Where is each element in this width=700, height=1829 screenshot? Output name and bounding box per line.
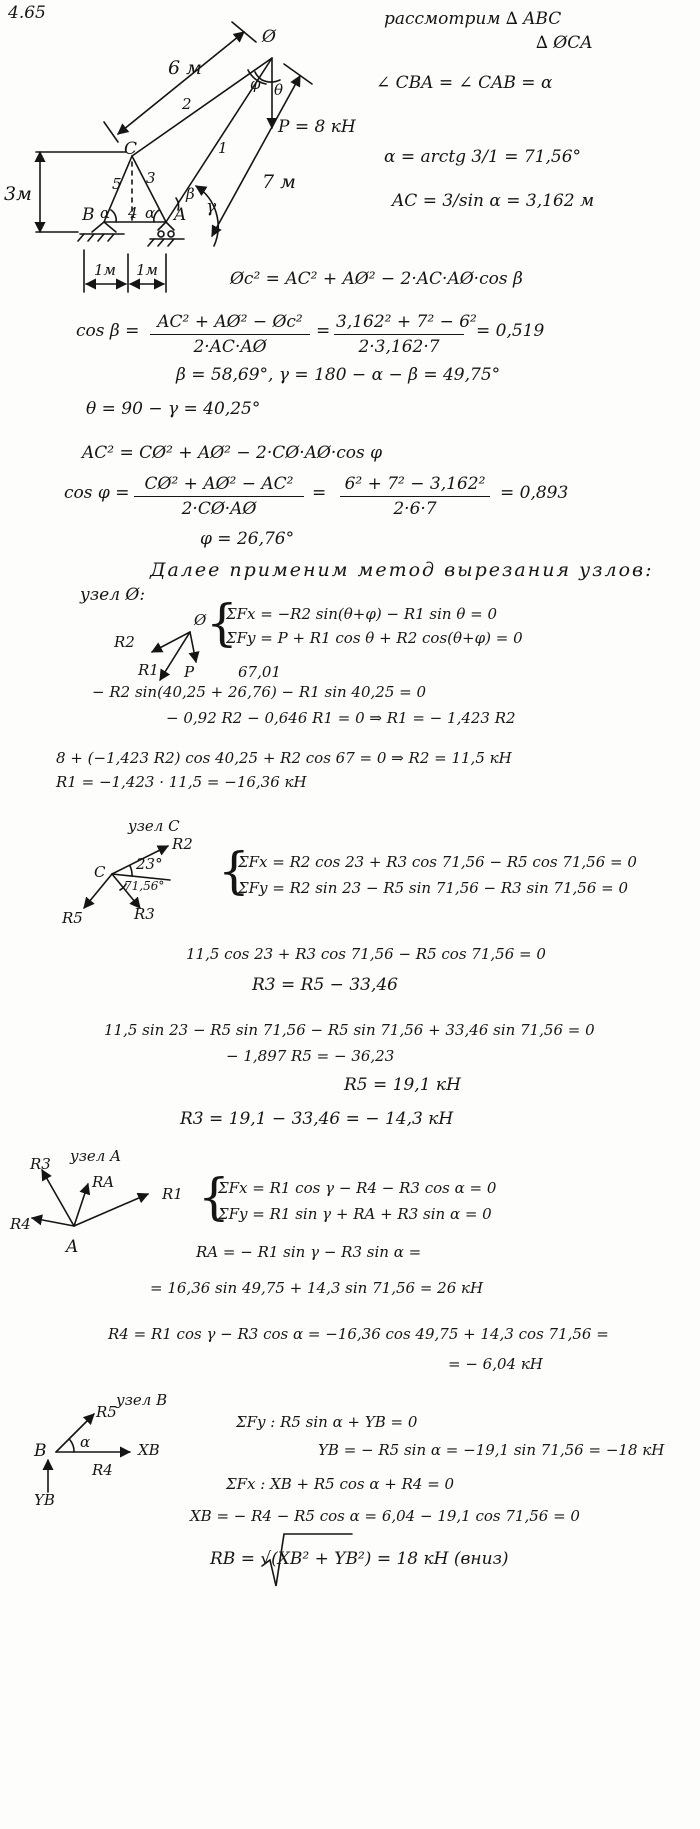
nodeB-label-R5: R5 (96, 1403, 117, 1421)
nodeB-label-YB: YB (34, 1491, 55, 1509)
label-P: P = 8 кН (278, 117, 356, 137)
cosine2-frac1 (134, 474, 304, 519)
label-A: A (174, 205, 187, 225)
nodeD-label-D: Ø (194, 611, 207, 629)
nodeC-sfx: ΣFx = R2 cos 23 + R3 cos 71,56 − R5 cos 71,56 = 0 (238, 853, 637, 871)
label-1m-a: 1м (94, 261, 116, 279)
label-D: Ø (262, 27, 276, 47)
nodeA-sfy: ΣFy = R1 sin γ + RA + R3 sin α = 0 (218, 1205, 492, 1223)
cosine1-theta: θ = 90 − γ = 40,25° (86, 399, 261, 419)
nodeD-label-R1: R1 (138, 661, 159, 679)
nodeD-line1: − R2 sin(40,25 + 26,76) − R1 sin 40,25 = 0 (92, 683, 427, 701)
cosine1-num1: AC² + AØ² − Øc² (157, 312, 303, 332)
nodeD-line4: R1 = −1,423 · 11,5 = −16,36 кН (56, 773, 307, 791)
cosine2-den2: 2·6·7 (393, 499, 437, 519)
intro-angles: ∠ CBA = ∠ CAB = α (376, 73, 553, 93)
nodeC-line5: R5 = 19,1 кН (344, 1075, 461, 1095)
nodeB-label-XB: XB (138, 1441, 160, 1459)
nodeA-line1: RA = − R1 sin γ − R3 sin α = (196, 1243, 422, 1261)
nodeC-label-C: C (94, 863, 106, 881)
cosine1-num2: 3,162² + 7² − 6² (336, 312, 477, 332)
nodeA-title: узел A (70, 1147, 121, 1165)
label-member-3: 3 (146, 169, 156, 187)
method-heading: Далее применим метод вырезания узлов: (150, 559, 654, 581)
nodeA-label-R4: R4 (10, 1215, 31, 1233)
nodeC-sfy: ΣFy = R2 sin 23 − R5 sin 71,56 − R3 sin 71,56 = 0 (238, 879, 629, 897)
cosine1-den2: 2·3,162·7 (358, 337, 440, 357)
cosine2-den1: 2·CØ·AØ (181, 499, 257, 519)
cosine1-beta: β = 58,69°, γ = 180 − α − β = 49,75° (176, 365, 501, 385)
node-A-sketch (32, 1170, 148, 1226)
label-member-4: 4 (128, 204, 138, 222)
nodeD-title: узел Ø: (80, 585, 146, 605)
nodeA-sfx: ΣFx = R1 cos γ − R4 − R3 cos α = 0 (218, 1179, 497, 1197)
member-2 (132, 58, 272, 156)
nodeC-line3: 11,5 sin 23 − R5 sin 71,56 − R5 sin 71,56 + 33,46 sin 71,56 = 0 (104, 1021, 595, 1039)
label-beta: β (186, 185, 195, 203)
cosine2-num1: CØ² + AØ² − AC² (144, 474, 294, 494)
cosine1-eq: Øc² = AC² + AØ² − 2·AC·AØ·cos β (230, 269, 523, 289)
nodeA-label-R3: R3 (30, 1155, 51, 1173)
cosine1-den1: 2·AC·AØ (193, 337, 267, 357)
nodeA-label-A: A (66, 1237, 79, 1257)
label-member-5: 5 (112, 175, 122, 193)
nodeB-label-R4: R4 (92, 1461, 113, 1479)
cosine2-eq: AC² = CØ² + AØ² − 2·CØ·AØ·cos φ (82, 443, 383, 463)
cosine2-lhs: cos φ = (64, 483, 130, 503)
nodeB-sfx: ΣFx : XB + R5 cos α + R4 = 0 (226, 1475, 455, 1493)
nodeC-line6: R3 = 19,1 − 33,46 = − 14,3 кН (180, 1109, 454, 1129)
label-C: C (124, 139, 138, 159)
nodeB-xb: XB = − R4 − R5 cos α = 6,04 − 19,1 cos 71,56 = 0 (190, 1507, 580, 1525)
cosine1-result: = 0,519 (476, 321, 545, 341)
node-B-sketch (48, 1414, 130, 1492)
label-1m-b: 1м (136, 261, 158, 279)
calc-ac: AC = 3/sin α = 3,162 м (392, 191, 595, 211)
label-member-1: 1 (218, 139, 228, 157)
nodeC-label-7156: 71,56° (124, 879, 165, 893)
label-B: B (82, 205, 95, 225)
nodeC-label-R3: R3 (134, 905, 155, 923)
nodeD-label-P: P (184, 663, 195, 681)
nodeD-label-R2: R2 (114, 633, 135, 651)
cosine2-result: = 0,893 (500, 483, 569, 503)
cosine1-lhs: cos β = (76, 321, 140, 341)
nodeC-line2: R3 = R5 − 33,46 (252, 975, 399, 995)
cosine2-num2: 6² + 7² − 3,162² (344, 474, 486, 494)
nodeC-line4: − 1,897 R5 = − 36,23 (226, 1047, 395, 1065)
nodeC-label-R5: R5 (62, 909, 83, 927)
label-theta: θ (274, 81, 284, 99)
calc-alpha: α = arctg 3/1 = 71,56° (384, 147, 582, 167)
nodeA-line3: R4 = R1 cos γ − R3 cos α = −16,36 cos 49,75 + 14,3 cos 71,56 = (108, 1325, 609, 1343)
nodeD-brace: { (206, 594, 238, 652)
cosine2-phi: φ = 26,76° (200, 529, 295, 549)
cosine1-frac2 (334, 312, 477, 357)
support-B (92, 222, 116, 232)
intro-consider: рассмотрим ∆ ABC (384, 9, 562, 29)
nodeB-rb: RB = √(XB² + YB²) = 18 кН (вниз) (210, 1549, 509, 1569)
label-alpha-A: α (145, 204, 156, 222)
nodeB-label-alpha: α (80, 1433, 91, 1451)
cosine1-frac1 (150, 312, 310, 357)
support-A (158, 222, 174, 230)
cosine2-frac2 (340, 474, 490, 519)
intro-consider2: ∆ ØCA (536, 33, 593, 53)
nodeD-sfx: ΣFx = −R2 sin(θ+φ) − R1 sin θ = 0 (226, 605, 498, 623)
label-phi: φ (250, 75, 261, 93)
nodeA-line4: = − 6,04 кН (448, 1355, 543, 1373)
label-6m: 6 м (168, 57, 202, 79)
nodeA-label-R1: R1 (162, 1185, 183, 1203)
nodeC-title: узел C (128, 817, 180, 835)
nodeB-title: узел B (116, 1391, 168, 1409)
label-alpha-B: α (100, 204, 111, 222)
nodeC-line1: 11,5 cos 23 + R3 cos 71,56 − R5 cos 71,56 = 0 (186, 945, 546, 963)
nodeB-label-B: B (34, 1441, 47, 1461)
label-7m: 7 м (262, 171, 296, 193)
label-member-2: 2 (182, 95, 192, 113)
nodeD-sfy: ΣFy = P + R1 cos θ + R2 cos(θ+φ) = 0 (226, 629, 523, 647)
nodeC-label-R2: R2 (172, 835, 193, 853)
cosine2-eq2: = (312, 483, 327, 503)
problem-number: 4.65 (8, 3, 46, 23)
nodeC-label-23: 23° (136, 855, 163, 873)
cosine1-eq2: = (316, 321, 331, 341)
nodeB-sfy: ΣFy : R5 sin α + YB = 0 (236, 1413, 418, 1431)
nodeA-label-RA: RA (92, 1173, 115, 1191)
nodeD-line2: − 0,92 R2 − 0,646 R1 = 0 ⇒ R1 = − 1,423 R2 (166, 709, 516, 727)
nodeB-yb: YB = − R5 sin α = −19,1 sin 71,56 = −18 кН (318, 1441, 665, 1459)
label-3m: 3м (4, 183, 32, 205)
nodeD-note: 67,01 (238, 663, 281, 681)
nodeC-brace: { (218, 842, 250, 900)
label-gamma: γ (206, 197, 217, 217)
dim-6m (118, 32, 244, 134)
nodeA-line2: = 16,36 sin 49,75 + 14,3 sin 71,56 = 26 кН (150, 1279, 484, 1297)
nodeA-brace: { (198, 1168, 230, 1226)
nodeD-line3: 8 + (−1,423 R2) cos 40,25 + R2 cos 67 = 0 ⇒ R2 = 11,5 кН (56, 749, 512, 767)
